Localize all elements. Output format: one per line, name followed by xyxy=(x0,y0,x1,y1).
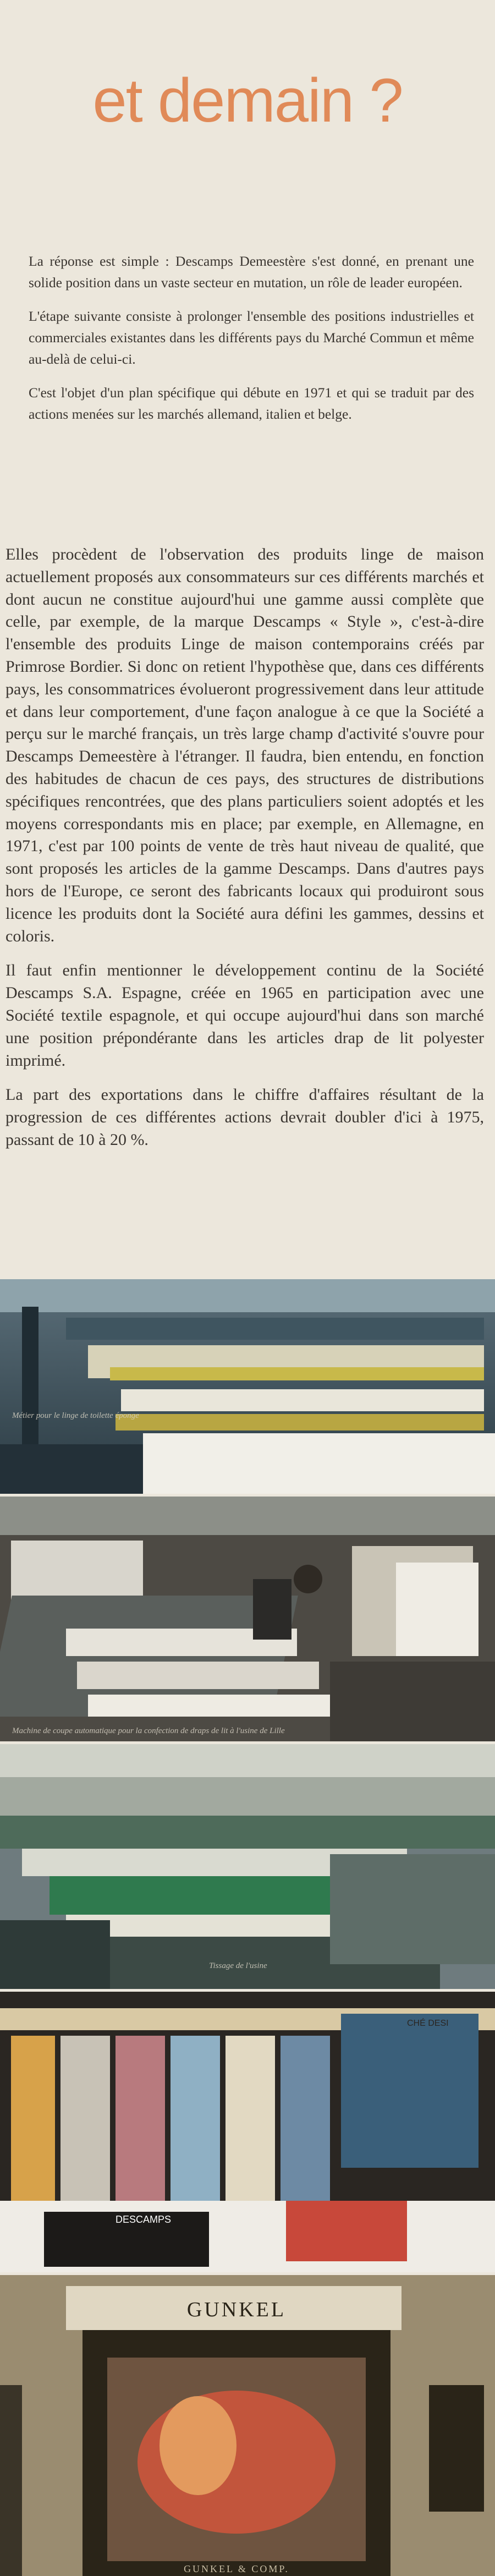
intro-block xyxy=(29,250,474,437)
shop-sign-text: CHÉ DESI xyxy=(407,2019,449,2028)
shop-sign-text: GUNKEL xyxy=(186,2298,287,2321)
page-title: et demain ? xyxy=(92,66,403,135)
shop-sign-text: DESCAMPS xyxy=(116,2214,172,2225)
photo-caption: Métier pour le linge de toilette éponge xyxy=(12,1411,139,1420)
photo-gunkel-window xyxy=(0,2275,495,2576)
intro-paragraph: La réponse est simple : Descamps Demeestère s'est donné, en prenant une solide position dans un vaste secteur en mutation, un rôle de leader européen. xyxy=(29,253,474,291)
photo-weaving-hall xyxy=(0,1744,495,1989)
body-paragraph: La part des exportations dans le chiffre d'affaires résultant de la progression de ces différentes actions devrait doubler d'ici à 1975, passant de 10 à 20 %. xyxy=(6,1086,484,1149)
photo-loom-towels xyxy=(0,1279,495,1494)
shop-sign-text: GUNKEL & COMP. xyxy=(184,2563,289,2574)
photo-caption: Machine de coupe automatique pour la confection de draps de lit à l'usine de Lille xyxy=(12,1727,285,1735)
body-paragraph: Il faut enfin mentionner le développement continu de la Société Descamps S.A. Espagne, créée en 1965 en participation avec une Société textile espagnole, et qui occupe aujourd'hui dans son marché une position prépondérante dans les articles drap de lit polyester imprimé. xyxy=(6,961,484,1070)
body-block xyxy=(6,544,484,1164)
photo-descamps-shop xyxy=(0,1992,495,2272)
photo-caption: Tissage de l'usine xyxy=(209,1961,267,1970)
photo-cutting-machine xyxy=(0,1497,495,1741)
intro-paragraph: C'est l'objet d'un plan spécifique qui débute en 1971 et qui se traduit par des actions menées sur les marchés allemand, italien et belge. xyxy=(29,385,474,422)
intro-paragraph: L'étape suivante consiste à prolonger l'ensemble des positions industrielles et commerciales existantes dans les différents pays du Marché Commun et même au-delà de celui-ci. xyxy=(29,308,474,367)
body-paragraph: Elles procèdent de l'observation des produits linge de maison actuellement proposés aux consommateurs sur ces différents marchés et dont aucun ne constitue aujourd'hui une gamme aussi complète que celle, par exemple, de la marque Descamps « Style », c'est-à-dire l'ensemble des produits Linge de maison contemporains créés par Primrose Bordier. Si donc on retient l'hypothèse que, dans ces différents pays, les consommatrices évolueront progressivement dans leur attitude et dans leur comportement, d'une façon analogue à ce que la Société a perçu sur le marché français, un très large champ d'activité s'ouvre pour Descamps Demeestère à l'étranger. Il faudra, bien entendu, en fonction des habitudes de chacun de ces pays, des structures de distributions spécifiques rencontrées, que des plans particuliers soient adoptés et les moyens correspondants mis en place; par exemple, en Allemagne, en 1971, c'est par 100 points de vente de très haut niveau de qualité, que sont proposés les articles de la gamme Descamps. Dans d'autres pays hors de l'Europe, ce seront des fabricants locaux qui produiront sous licence les produits dont la Société aura défini les gammes, dessins et coloris. xyxy=(6,545,484,945)
